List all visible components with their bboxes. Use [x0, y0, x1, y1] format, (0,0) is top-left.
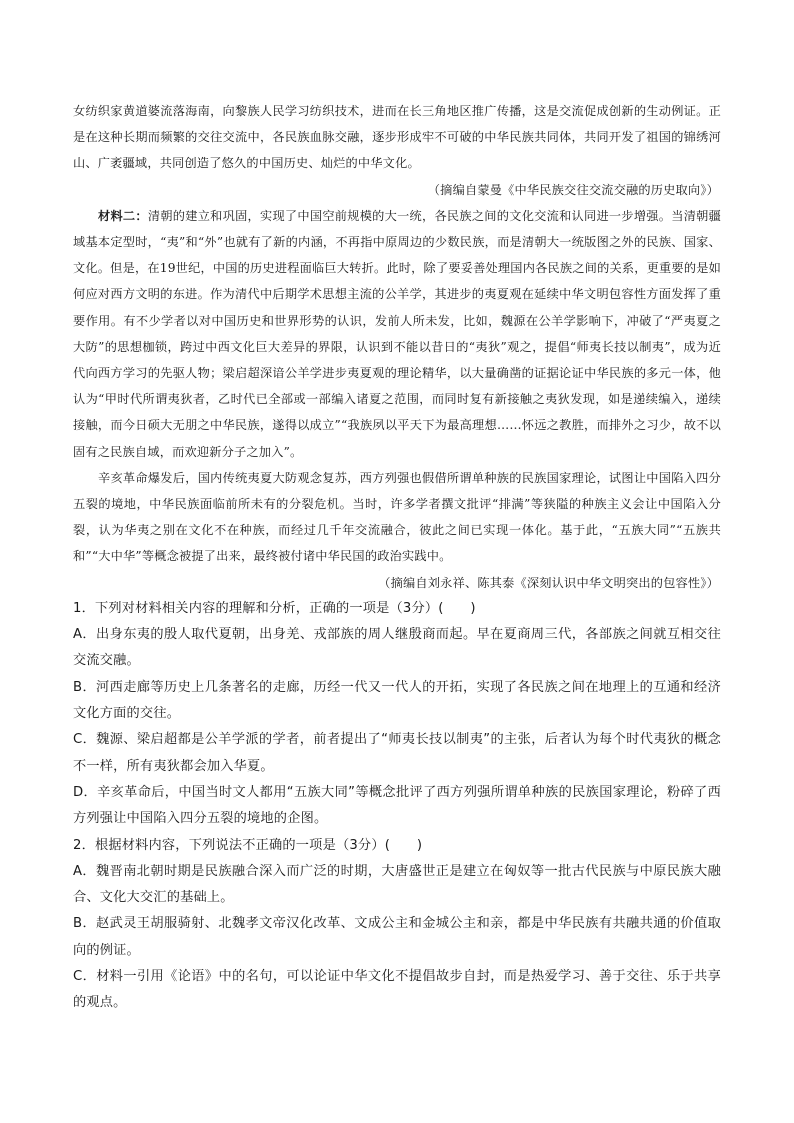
reading-materials — [73, 98, 721, 596]
question-2-option-c: C．材料一引用《论语》中的名句，可以论证中华文化不提倡故步自封，而是热爱学习、善于交往、乐于共享的观点。 — [73, 969, 721, 1011]
question-2-option-b: B．赵武灵王胡服骑射、北魏孝文帝汉化改革、文成公主和金城公主和亲，都是中华民族有共融共通的价值取向的例证。 — [73, 916, 721, 958]
material-two-source: （摘编自刘永祥、陈其泰《深刻认识中华文明突出的包容性》） — [378, 575, 719, 590]
question-2-option-a: A．魏晋南北朝时期是民族融合深入而广泛的时期，大唐盛世正是建立在匈奴等一批古代民族与中原民族大融合、文化大交汇的基础上。 — [73, 863, 721, 906]
material-one-source: （摘编自蒙曼《中华民族交往交流交融的历史取向》） — [427, 182, 719, 197]
material-two-label: 材料二： — [98, 208, 148, 223]
material-one-tail-paragraph: 女纺织家黄道婆流落海南，向黎族人民学习纺织技术，进而在长三角地区推广传播，这是交流促成创新的生动例证。正是在这种长期而频繁的交往交流中，各民族血脉交融，逐步形成牢不可破的中华民族共同体，共同开发了祖国的锦绣河山、广袤疆域，共同创造了悠久的中国历史、灿烂的中华文化。 — [73, 104, 721, 171]
material-two-paragraph-1 — [73, 203, 721, 465]
questions — [73, 596, 721, 1017]
question-1-option-c: C．魏源、梁启超都是公羊学派的学者，前者提出了“师夷长技以制夷”的主张，后者认为每个时代夷狄的概念不一样，所有夷狄都会加入华夏。 — [73, 732, 721, 774]
question-1-option-a: A．出身东夷的殷人取代夏朝，出身羌、戎部族的周人继殷商而起。早在夏商周三代，各部族之间就互相交往交流交融。 — [73, 627, 721, 669]
material-two-paragraph-1-text: 清朝的建立和巩固，实现了中国空前规模的大一统，各民族之间的文化交流和认同进一步增强。当清朝疆域基本定型时，“夷”和“外”也就有了新的内涵，不再指中原周边的少数民族，而是清朝大一统版图之外的民族、国家、文化。但是，在19世纪，中国的历史进程面临巨大转折。此时，除了要妥善处理国内各民族之间的关系，更重要的是如何应对西方文明的东进。作为清代中后期学术思想主流的公羊学，其进步的夷夏观在延续中华文明包容性方面发挥了重要作用。有不少学者以对中国历史和世界形势的认识，发前人所未发，比如，魏源在公羊学影响下，冲破了“严夷夏之大防”的思想枷锁，跨过中西文化巨大差异的界限，认识到不能以昔日的“夷狄”观之，提倡“师夷长技以制夷”，成为近代向西方学习的先驱人物；梁启超深谙公羊学进步夷夏观的理论精华，以大量确凿的证据论证中华民族的多元一体，他认为“甲时代所谓夷狄者，乙时代已全部或一部编入诸夏之范围，而同时复有新接触之夷狄发现，如是递续编入，递续接触，而今日硕大无朋之中华民族，遂得以成立”“我族夙以平天下为最高理想……怀远之教胜，而排外之习少，故不以固有之民族自域，而欢迎新分子之加入”。 — [73, 208, 721, 459]
question-1-stem: 1．下列对材料相关内容的理解和分析，正确的一项是（3分）( ) — [73, 600, 476, 616]
question-2-stem: 2．根据材料内容，下列说法不正确的一项是（3分）( ) — [73, 837, 423, 853]
question-1-option-d: D．辛亥革命后，中国当时文人都用“五族大同”等概念批评了西方列强所谓单种族的民族国家理论，粉碎了西方列强让中国陷入四分五裂的境地的企图。 — [73, 784, 721, 827]
material-two-paragraph-2: 辛亥革命爆发后，国内传统夷夏大防观念复苏，西方列强也假借所谓单种族的民族国家理论，试图让中国陷入四分五裂的境地，中华民族面临前所未有的分裂危机。当时，许多学者撰文批评“排满”等狭隘的种族主义会让中国陷入分裂，认为华夷之别在文化不在种族，而经过几千年交流融合，彼此之间已实现一体化。基于此，“五族大同”“五族共和”“大中华”等概念被提了出来，最终被付诸中华民国的政治实践中。 — [73, 470, 721, 564]
document-page — [73, 98, 721, 1017]
question-1-option-b: B．河西走廊等历史上几条著名的走廊，历经一代又一代人的开拓，实现了各民族之间在地理上的互通和经济文化方面的交往。 — [73, 679, 721, 722]
